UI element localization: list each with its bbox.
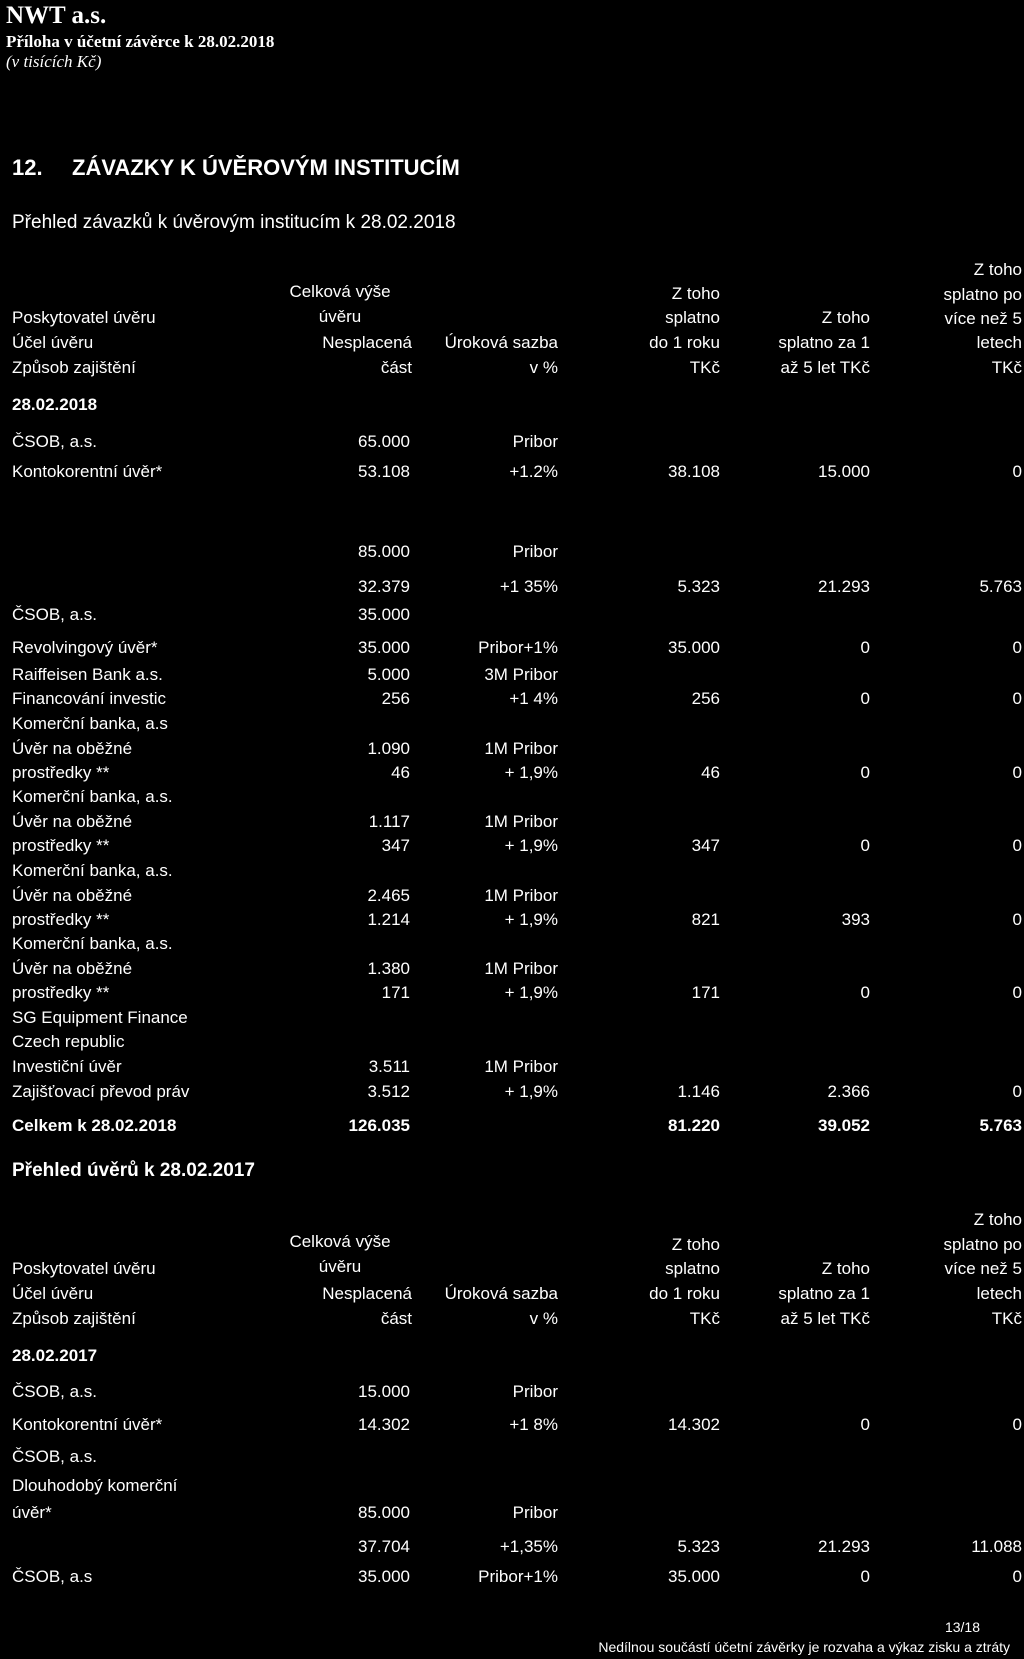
section-number: 12. <box>12 155 43 180</box>
col-due5p-2: splatno po <box>943 285 1022 304</box>
cell-due1: 46 <box>701 763 720 782</box>
cell-label: ČSOB, a.s <box>12 1567 93 1586</box>
col-due1-3: do 1 roku <box>649 333 720 352</box>
cell-rate: + 1,9% <box>504 983 558 1002</box>
cell-label: Kontokorentní úvěr* <box>12 1415 163 1434</box>
cell-due1: 5.323 <box>677 577 720 596</box>
cell-amount: 53.108 <box>358 462 410 481</box>
col-provider: Poskytovatel úvěru <box>12 308 156 327</box>
cell-due5p: 0 <box>1012 462 1022 481</box>
cell-label: Úvěr na oběžné <box>12 739 133 758</box>
total-due1: 81.220 <box>668 1116 720 1135</box>
cell-due5: 0 <box>860 983 870 1002</box>
cell-label: Komerční banka, a.s <box>12 714 168 733</box>
cell-label: úvěr* <box>12 1503 52 1522</box>
cell-rate: +1 8% <box>509 1415 558 1434</box>
col-due1-1: Z toho <box>671 284 720 303</box>
total-due5: 39.052 <box>818 1116 870 1135</box>
col-total-1: Celková výše <box>289 282 391 301</box>
cell-amount: 85.000 <box>358 542 410 561</box>
cell-amount: 1.380 <box>367 959 410 978</box>
cell-due5: 0 <box>860 638 870 657</box>
cell-label: Zajišťovací převod práv <box>12 1082 190 1101</box>
cell-due5: 0 <box>860 763 870 782</box>
cell-due5: 0 <box>860 1415 870 1434</box>
cell-amount: 1.090 <box>367 739 410 758</box>
cell-label: Financování investic <box>12 689 167 708</box>
cell-rate: Pribor <box>512 542 558 561</box>
cell-amount: 3.512 <box>367 1082 410 1101</box>
col-rate-2: v % <box>529 1309 558 1328</box>
cell-due5p: 0 <box>1012 763 1022 782</box>
cell-amount: 37.704 <box>358 1537 410 1556</box>
cell-label: Czech republic <box>12 1032 125 1051</box>
col-due5p-5: TKč <box>991 1309 1022 1328</box>
cell-label: Komerční banka, a.s. <box>12 934 173 953</box>
cell-due5p: 0 <box>1012 910 1022 929</box>
col-due5-3: až 5 let TKč <box>780 358 870 377</box>
col-purpose: Účel úvěru <box>12 333 94 352</box>
cell-label: Úvěr na oběžné <box>12 959 133 978</box>
cell-due5: 15.000 <box>818 462 870 481</box>
col-due5p-4: letech <box>976 1284 1022 1303</box>
col-unpaid-2: část <box>380 358 412 377</box>
cell-label: ČSOB, a.s. <box>12 432 98 451</box>
cell-due5: 0 <box>860 689 870 708</box>
cell-label: ČSOB, a.s. <box>12 605 98 624</box>
col-due1-2: splatno <box>665 1259 720 1278</box>
col-due5-3: až 5 let TKč <box>780 1309 870 1328</box>
cell-rate: + 1,9% <box>504 836 558 855</box>
cell-due5p: 0 <box>1012 689 1022 708</box>
cell-due1: 14.302 <box>668 1415 720 1434</box>
col-due5-2: splatno za 1 <box>778 1284 870 1303</box>
cell-rate: 1M Pribor <box>484 1057 558 1076</box>
col-security: Způsob zajištění <box>12 358 136 377</box>
col-due5-1: Z toho <box>821 308 870 327</box>
cell-rate: +1 35% <box>499 577 558 596</box>
cell-due5: 2.366 <box>827 1082 870 1101</box>
cell-amount: 347 <box>381 836 410 855</box>
cell-label: Revolvingový úvěr* <box>12 638 158 657</box>
cell-amount: 15.000 <box>358 1382 410 1401</box>
cell-label: Úvěr na oběžné <box>12 886 133 905</box>
col-due5p-2: splatno po <box>943 1235 1022 1254</box>
cell-label: prostředky ** <box>12 983 110 1002</box>
cell-due5p: 0 <box>1012 638 1022 657</box>
unit-note: (v tisících Kč) <box>6 52 102 71</box>
cell-label: Raiffeisen Bank a.s. <box>12 665 163 684</box>
page-number: 13/18 <box>944 1619 980 1635</box>
col-due1-1: Z toho <box>671 1235 720 1254</box>
cell-label: Komerční banka, a.s. <box>12 787 173 806</box>
cell-amount: 5.000 <box>367 665 410 684</box>
col-total-1: Celková výše <box>289 1232 391 1251</box>
col-provider: Poskytovatel úvěru <box>12 1259 156 1278</box>
cell-label: prostředky ** <box>12 763 110 782</box>
col-rate-1: Úroková sazba <box>444 333 558 352</box>
cell-due1: 256 <box>691 689 720 708</box>
cell-rate: Pribor <box>512 1503 558 1522</box>
cell-label: prostředky ** <box>12 836 110 855</box>
cell-amount: 46 <box>391 763 410 782</box>
cell-due5: 0 <box>860 1567 870 1586</box>
cell-due5p: 0 <box>1012 836 1022 855</box>
table-2018-date: 28.02.2018 <box>12 395 98 414</box>
cell-rate: 1M Pribor <box>484 959 558 978</box>
col-total-2: úvěru <box>318 307 362 326</box>
cell-label: Komerční banka, a.s. <box>12 861 173 880</box>
col-due1-3: do 1 roku <box>649 1284 720 1303</box>
col-due5p-1: Z toho <box>973 260 1022 279</box>
footer-note: Nedílnou součástí účetní závěrky je rozvaha a výkaz zisku a ztráty <box>598 1639 1010 1655</box>
cell-amount: 2.465 <box>367 886 410 905</box>
total-amount: 126.035 <box>348 1116 410 1135</box>
cell-rate: + 1,9% <box>504 1082 558 1101</box>
cell-rate: 1M Pribor <box>484 739 558 758</box>
cell-rate: +1,35% <box>499 1537 558 1556</box>
cell-rate: 1M Pribor <box>484 812 558 831</box>
cell-rate: Pribor+1% <box>478 1567 558 1586</box>
table-2017-heading: Přehled úvěrů k 28.02.2017 <box>12 1160 255 1181</box>
cell-rate: +1.2% <box>509 462 558 481</box>
cell-due1: 38.108 <box>668 462 720 481</box>
col-unpaid-2: část <box>380 1309 412 1328</box>
cell-label: Investiční úvěr <box>12 1057 122 1076</box>
col-due1-4: TKč <box>689 358 720 377</box>
cell-due1: 1.146 <box>677 1082 720 1101</box>
cell-due5p: 0 <box>1012 1415 1022 1434</box>
cell-rate: + 1,9% <box>504 910 558 929</box>
cell-due5: 393 <box>841 910 870 929</box>
document-subtitle: Příloha v účetní závěrce k 28.02.2018 <box>6 32 275 51</box>
cell-amount: 35.000 <box>358 1567 410 1586</box>
cell-due5: 0 <box>860 836 870 855</box>
col-due5p-3: více než 5 <box>944 309 1022 328</box>
cell-due1: 35.000 <box>668 1567 720 1586</box>
col-due5-2: splatno za 1 <box>778 333 870 352</box>
cell-amount: 35.000 <box>358 605 410 624</box>
cell-due1: 171 <box>691 983 720 1002</box>
cell-due5p: 0 <box>1012 1567 1022 1586</box>
cell-due1: 5.323 <box>677 1537 720 1556</box>
cell-amount: 32.379 <box>358 577 410 596</box>
cell-due1: 821 <box>691 910 720 929</box>
cell-label: Dlouhodobý komerční <box>12 1476 178 1495</box>
cell-amount: 171 <box>381 983 410 1002</box>
col-due5p-5: TKč <box>991 358 1022 377</box>
col-due5p-3: více než 5 <box>944 1259 1022 1278</box>
col-due1-4: TKč <box>689 1309 720 1328</box>
col-due5p-1: Z toho <box>973 1210 1022 1229</box>
cell-amount: 65.000 <box>358 432 410 451</box>
col-due5p-4: letech <box>976 333 1022 352</box>
cell-label: prostředky ** <box>12 910 110 929</box>
col-rate-1: Úroková sazba <box>444 1284 558 1303</box>
col-total-2: úvěru <box>318 1257 362 1276</box>
cell-due5: 21.293 <box>818 1537 870 1556</box>
col-due1-2: splatno <box>665 308 720 327</box>
cell-rate: Pribor <box>512 1382 558 1401</box>
cell-due1: 35.000 <box>668 638 720 657</box>
section-overview: Přehled závazků k úvěrovým institucím k 28.02.2018 <box>12 212 456 233</box>
cell-due5p: 0 <box>1012 1082 1022 1101</box>
cell-rate: + 1,9% <box>504 763 558 782</box>
total-label: Celkem k 28.02.2018 <box>12 1116 177 1135</box>
cell-label: ČSOB, a.s. <box>12 1447 98 1466</box>
col-due5-1: Z toho <box>821 1259 870 1278</box>
cell-amount: 256 <box>381 689 410 708</box>
cell-due5p: 5.763 <box>979 577 1022 596</box>
cell-label: Kontokorentní úvěr* <box>12 462 163 481</box>
cell-label: Úvěr na oběžné <box>12 812 133 831</box>
cell-due5p: 11.088 <box>971 1537 1022 1556</box>
cell-rate: +1 4% <box>509 689 558 708</box>
cell-label: SG Equipment Finance <box>12 1008 188 1027</box>
section-title: ZÁVAZKY K ÚVĚROVÝM INSTITUCÍM <box>72 155 460 180</box>
col-unpaid-1: Nesplacená <box>322 333 412 352</box>
cell-amount: 3.511 <box>368 1057 410 1076</box>
cell-amount: 35.000 <box>358 638 410 657</box>
cell-rate: 3M Pribor <box>484 665 558 684</box>
cell-due5: 21.293 <box>818 577 870 596</box>
cell-due5p: 0 <box>1012 983 1022 1002</box>
cell-amount: 1.117 <box>368 812 410 831</box>
col-purpose: Účel úvěru <box>12 1284 94 1303</box>
company-name: NWT a.s. <box>6 2 107 29</box>
cell-amount: 1.214 <box>367 910 410 929</box>
cell-amount: 14.302 <box>358 1415 410 1434</box>
cell-rate: 1M Pribor <box>484 886 558 905</box>
col-rate-2: v % <box>529 358 558 377</box>
table-2017-date: 28.02.2017 <box>12 1346 98 1365</box>
col-security: Způsob zajištění <box>12 1309 136 1328</box>
cell-due1: 347 <box>691 836 720 855</box>
total-due5p: 5.763 <box>979 1116 1022 1135</box>
cell-label: ČSOB, a.s. <box>12 1382 98 1401</box>
cell-amount: 85.000 <box>358 1503 410 1522</box>
cell-rate: Pribor <box>512 432 558 451</box>
col-unpaid-1: Nesplacená <box>322 1284 412 1303</box>
cell-rate: Pribor+1% <box>478 638 558 657</box>
